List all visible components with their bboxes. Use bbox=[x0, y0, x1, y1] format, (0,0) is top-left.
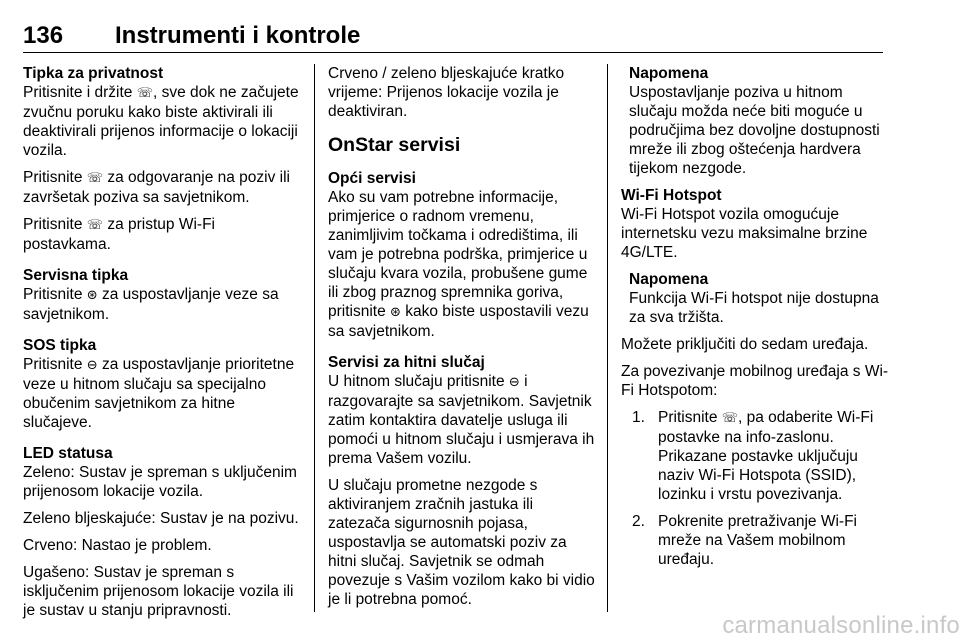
led-paragraph-2: Zeleno bljeskajuće: Sustav je na pozivu. bbox=[23, 510, 299, 527]
emergency-paragraph-2: U slučaju prometne nezgode s aktiviranjem zračnih jastuka ili zatezača sigurnosnih pojasa, uspostavlja se automatski poziv za hitni slučaj. Savjetnik se odmah povezuje s Vašim vozilom kako bi vidio je li potrebna pomoć. bbox=[328, 477, 595, 608]
service-icon: ⊛ bbox=[86, 288, 98, 303]
led-paragraph-4: Ugašeno: Sustav je spreman s isključenim prijenosom lokacije vozila ili je sustav u stanju pripravnosti. bbox=[23, 564, 294, 619]
service-button-heading: Servisna tipka bbox=[23, 267, 129, 284]
page-number: 136 bbox=[23, 22, 64, 49]
sos-button-heading: SOS tipka bbox=[23, 337, 97, 354]
led-status-heading: LED statusa bbox=[23, 445, 113, 462]
step-number: 2. bbox=[632, 513, 645, 530]
sos-paragraph: Pritisnite ⊖ za uspostavljanje prioritetne veze u hitnom slučaju sa specijalno obučenim savjetnikom za hitne slučajeve. bbox=[23, 356, 295, 431]
led-paragraph-5: Crveno / zeleno bljeskajuće kratko vrijeme: Prijenos lokacije vozila je deaktiviran. bbox=[328, 65, 565, 120]
connect-steps bbox=[632, 408, 889, 569]
phone-icon: ☏ bbox=[136, 86, 153, 101]
column-2 bbox=[328, 64, 596, 617]
step-number: 1. bbox=[632, 409, 645, 426]
wifi-hotspot-paragraph: Wi-Fi Hotspot vozila omogućuje internetsku vezu maksimalne brzine 4G/LTE. bbox=[621, 206, 868, 261]
column-divider-2 bbox=[607, 64, 608, 612]
list-item: 2. Pokrenite pretraživanje Wi-Fi mreže na Vašem mobilnom uređaju. bbox=[632, 513, 857, 568]
privacy-paragraph-3: Pritisnite ☏ za pristup Wi-Fi postavkama. bbox=[23, 216, 215, 253]
wifi-hotspot-heading: Wi-Fi Hotspot bbox=[621, 187, 722, 204]
devices-paragraph: Možete priključiti do sedam uređaja. bbox=[621, 336, 869, 353]
note-2-heading: Napomena bbox=[629, 271, 709, 288]
privacy-paragraph-2: Pritisnite ☏ za odgovaranje na poziv ili završetak poziva sa savjetnikom. bbox=[23, 169, 290, 206]
service-icon: ⊛ bbox=[390, 305, 401, 320]
connect-paragraph: Za povezivanje mobilnog uređaja s Wi-Fi Hotspotom: bbox=[621, 363, 889, 399]
led-paragraph-1: Zeleno: Sustav je spreman s uključenim prijenosom lokacije vozila. bbox=[23, 464, 297, 500]
sos-icon: ⊖ bbox=[86, 358, 98, 373]
note-1-heading: Napomena bbox=[629, 65, 709, 82]
privacy-paragraph-1: Pritisnite i držite ☏, sve dok ne začujete zvučnu poruku kako biste aktivirali ili deaktivirali prijenos informacije o lokaciji vozila. bbox=[23, 84, 299, 159]
column-1 bbox=[23, 64, 301, 628]
general-services-heading: Opći servisi bbox=[328, 170, 416, 187]
service-paragraph: Pritisnite ⊛ za uspostavljanje veze sa savjetnikom. bbox=[23, 286, 279, 323]
phone-icon: ☏ bbox=[86, 171, 104, 186]
column-divider-1 bbox=[314, 64, 315, 612]
watermark: carmanualsonline.info bbox=[722, 612, 960, 639]
note-1-text: Uspostavljanje poziva u hitnom slučaju možda neće biti moguće u područjima bez dovoljne dostupnosti mreže ili zbog oštećenja hardvera tijekom nezgode. bbox=[629, 84, 880, 177]
onstar-section-heading: OnStar servisi bbox=[328, 134, 461, 156]
list-item: 1. Pritisnite ☏, pa odaberite Wi-Fi postavke na info-zaslonu. Prikazane postavke uključuju naziv Wi-Fi Hotspota (SSID), lozinku i vrstu povezivanja. bbox=[632, 409, 874, 503]
sos-icon: ⊖ bbox=[508, 375, 520, 390]
general-services-paragraph: Ako su vam potrebne informacije, primjerice o radnom vremenu, zanimljivim točkama i odredištima, ili vam je potrebna podrška, primjerice u slučaju kvara vozila, probušene gume ili zbog praznog spremnika goriva, pritisnite ⊛ kako biste uspostavili vezu sa savjetnikom. bbox=[328, 189, 589, 340]
phone-icon: ☏ bbox=[86, 218, 104, 233]
phone-icon: ☏ bbox=[721, 411, 739, 426]
emergency-paragraph-1: U hitnom slučaju pritisnite ⊖ i razgovarajte sa savjetnikom. Savjetnik zatim kontaktira davatelje usluga ili pomoći u hitnom slučaju i usmjerava ih prema Vašem vozilu. bbox=[328, 373, 595, 467]
page-title: Instrumenti i kontrole bbox=[115, 22, 361, 49]
emergency-services-heading: Servisi za hitni slučaj bbox=[328, 354, 485, 371]
note-2-text: Funkcija Wi-Fi hotspot nije dostupna za sva tržišta. bbox=[629, 290, 879, 326]
note-1 bbox=[621, 64, 889, 178]
note-2 bbox=[621, 270, 889, 327]
led-paragraph-3: Crveno: Nastao je problem. bbox=[23, 537, 212, 554]
page-header bbox=[23, 22, 883, 53]
column-3 bbox=[621, 64, 889, 577]
privacy-button-heading: Tipka za privatnost bbox=[23, 65, 164, 82]
